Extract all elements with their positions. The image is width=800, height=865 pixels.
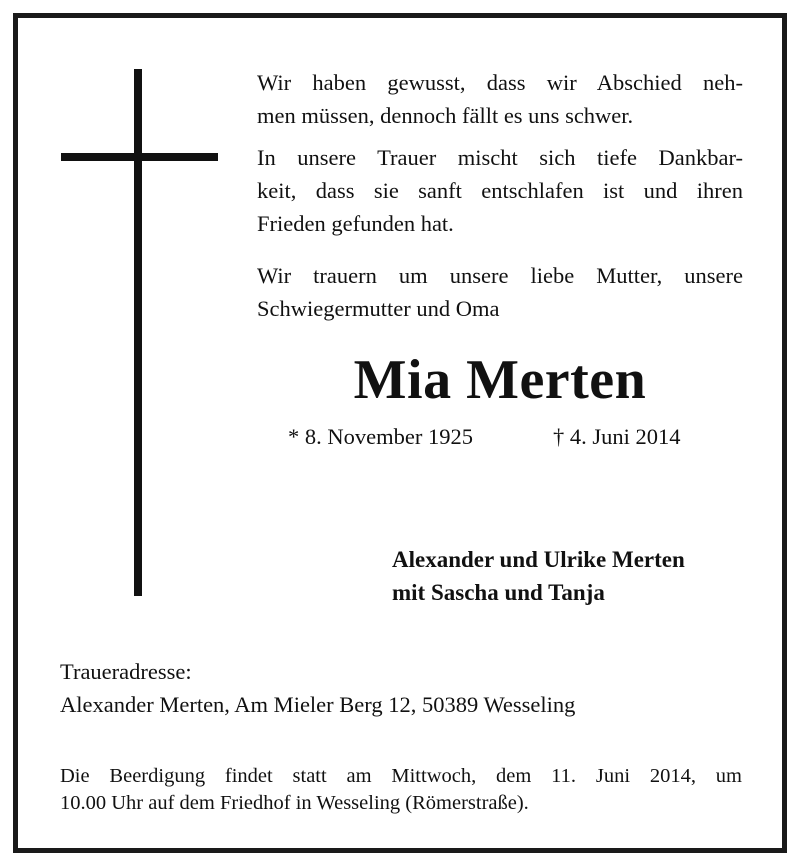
funeral-notice xyxy=(60,763,742,817)
text-line: men müssen, dennoch fällt es uns schwer. xyxy=(257,103,634,128)
address-label: Traueradresse: xyxy=(60,659,192,684)
intro-paragraph-2 xyxy=(257,141,743,240)
deceased-name: Mia Merten xyxy=(353,349,647,411)
text-line: Schwiegermutter und Oma xyxy=(257,296,500,321)
birth-date: * 8. November 1925 xyxy=(288,424,473,449)
death-date: † 4. Juni 2014 xyxy=(553,424,681,449)
cross-icon-crossbar xyxy=(61,153,218,161)
funeral-line: 10.00 Uhr auf dem Friedhof in Wesseling (Römerstraße). xyxy=(60,792,529,814)
intro-paragraph-1 xyxy=(257,66,743,132)
text-line: Wir trauern um unsere liebe Mutter, unsere xyxy=(257,263,743,288)
family-line: mit Sascha und Tanja xyxy=(392,580,605,605)
text-line: Frieden gefunden hat. xyxy=(257,211,454,236)
text-line: Wir haben gewusst, dass wir Abschied neh- xyxy=(257,70,743,95)
family-line: Alexander und Ulrike Merten xyxy=(392,547,685,572)
text-line: In unsere Trauer mischt sich tiefe Dankbar- xyxy=(257,145,743,170)
text-line: keit, dass sie sanft entschlafen ist und ihren xyxy=(257,178,743,203)
address-value: Alexander Merten, Am Mieler Berg 12, 50389 Wesseling xyxy=(60,692,576,717)
intro-paragraph-3 xyxy=(257,259,743,325)
mourning-address xyxy=(60,655,575,721)
funeral-line: Die Beerdigung findet statt am Mittwoch, dem 11. Juni 2014, um xyxy=(60,765,742,787)
cross-icon xyxy=(134,69,142,596)
family-signature xyxy=(392,543,685,609)
